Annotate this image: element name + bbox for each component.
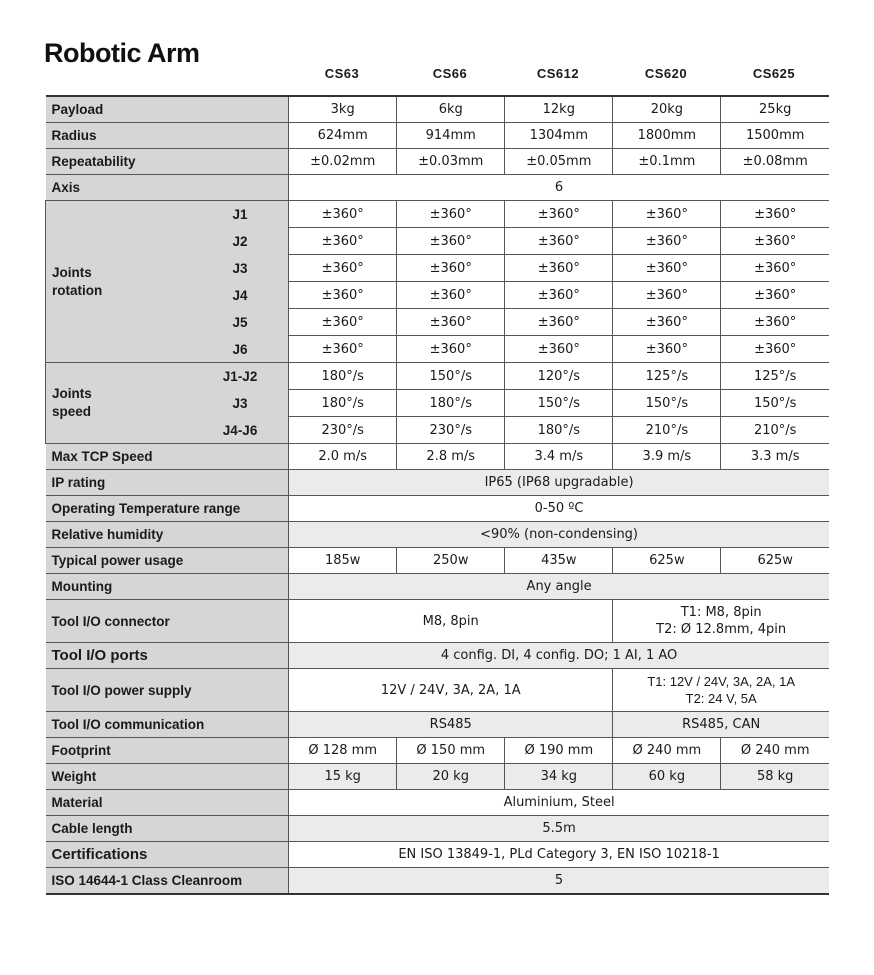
cell: ±360° [721, 228, 829, 255]
cell: 12kg [505, 96, 613, 123]
row-label: Certifications [46, 842, 289, 868]
cell: ±360° [721, 201, 829, 228]
cell: 25kg [721, 96, 829, 123]
cell: ±360° [289, 228, 397, 255]
cell: 2.8 m/s [397, 444, 505, 470]
row-certifications [46, 842, 830, 868]
model-header-cs625: CS625 [752, 66, 796, 81]
cell: Ø 128 mm [289, 738, 397, 764]
group-label-line: rotation [52, 282, 103, 298]
cell: 5 [289, 868, 829, 895]
row-weight [46, 764, 830, 790]
cell: ±360° [721, 255, 829, 282]
page-title: Robotic Arm [44, 38, 200, 68]
row-label: Weight [46, 764, 289, 790]
cell: 5.5m [289, 816, 829, 842]
cell: 3.4 m/s [505, 444, 613, 470]
cell: Ø 150 mm [397, 738, 505, 764]
model-header-cs620: CS620 [644, 66, 688, 81]
cell: ±360° [289, 309, 397, 336]
cell: ±360° [613, 282, 721, 309]
cell [613, 600, 829, 643]
cell: ±360° [505, 228, 613, 255]
cell: ±360° [721, 309, 829, 336]
cell: 250w [397, 548, 505, 574]
cell: 125°/s [721, 363, 829, 390]
cell: 120°/s [505, 363, 613, 390]
model-header [288, 66, 828, 88]
cell: 230°/s [289, 417, 397, 444]
group-label-line: Joints [52, 386, 92, 401]
cell: 58 kg [721, 764, 829, 790]
row-cleanroom [46, 868, 830, 895]
cell: ±360° [505, 282, 613, 309]
cell: ±360° [613, 255, 721, 282]
cell: ±0.08mm [721, 149, 829, 175]
cell: 3.9 m/s [613, 444, 721, 470]
row-label: Tool I/O connector [46, 600, 289, 643]
cell: ±0.05mm [505, 149, 613, 175]
cell: ±360° [397, 255, 505, 282]
row-cable-length [46, 816, 830, 842]
row-label: Payload [46, 96, 289, 123]
cell: ±360° [613, 201, 721, 228]
cell: 6 [289, 175, 829, 201]
joint-label: J4 [232, 288, 248, 303]
row-payload [46, 96, 830, 123]
cell: ±360° [613, 309, 721, 336]
cell: ±0.1mm [613, 149, 721, 175]
cell: IP65 (IP68 upgradable) [289, 470, 829, 496]
joint-label: J1-J2 [222, 369, 258, 384]
row-label: ISO 14644-1 Class Cleanroom [46, 868, 289, 895]
cell: 230°/s [397, 417, 505, 444]
cell [613, 669, 829, 712]
cell: 180°/s [505, 417, 613, 444]
row-label: Footprint [46, 738, 289, 764]
spec-table [45, 95, 829, 895]
cell: RS485 [289, 712, 613, 738]
cell: 6kg [397, 96, 505, 123]
row-label: Radius [46, 123, 289, 149]
row-label: Relative humidity [46, 522, 289, 548]
cell-line: T2: Ø 12.8mm, 4pin [656, 622, 787, 637]
cell: 435w [505, 548, 613, 574]
cell: 20kg [613, 96, 721, 123]
cell-line: T1: 12V / 24V, 3A, 2A, 1A [647, 674, 795, 689]
cell-line: T2: 24 V, 5A [685, 691, 757, 706]
cell: 624mm [289, 123, 397, 149]
cell: Ø 240 mm [721, 738, 829, 764]
cell: ±360° [613, 228, 721, 255]
joint-label: J5 [232, 315, 248, 330]
cell: ±360° [289, 255, 397, 282]
cell: Aluminium, Steel [289, 790, 829, 816]
row-ip-rating [46, 470, 830, 496]
joints-speed-label [46, 363, 289, 444]
row-label: Repeatability [46, 149, 289, 175]
cell: 625w [721, 548, 829, 574]
row-power-usage [46, 548, 830, 574]
row-max-tcp-speed [46, 444, 830, 470]
row-joint-speed [46, 363, 830, 390]
row-label: Tool I/O power supply [46, 669, 289, 712]
cell: ±0.03mm [397, 149, 505, 175]
cell: ±360° [289, 282, 397, 309]
row-label: Max TCP Speed [46, 444, 289, 470]
cell: 0-50 ºC [289, 496, 829, 522]
cell: ±360° [397, 336, 505, 363]
cell: ±360° [505, 201, 613, 228]
joint-label: J4-J6 [222, 423, 258, 438]
row-axis [46, 175, 830, 201]
model-header-cs612: CS612 [536, 66, 580, 81]
joint-label: J3 [232, 396, 248, 411]
cell: <90% (non-condensing) [289, 522, 829, 548]
group-label-line: Joints [52, 264, 92, 280]
cell: ±360° [721, 336, 829, 363]
row-tool-io-power [46, 669, 830, 712]
cell: 180°/s [289, 363, 397, 390]
row-label: IP rating [46, 470, 289, 496]
row-material [46, 790, 830, 816]
cell: 1500mm [721, 123, 829, 149]
cell: 3.3 m/s [721, 444, 829, 470]
model-header-cs66: CS66 [432, 66, 468, 81]
cell: ±360° [505, 255, 613, 282]
cell: 150°/s [397, 363, 505, 390]
row-repeatability [46, 149, 830, 175]
cell: 625w [613, 548, 721, 574]
cell: ±360° [505, 336, 613, 363]
cell: 150°/s [721, 390, 829, 417]
cell: Ø 190 mm [505, 738, 613, 764]
cell: ±0.02mm [289, 149, 397, 175]
row-footprint [46, 738, 830, 764]
joint-label: J2 [232, 234, 248, 249]
cell: Ø 240 mm [613, 738, 721, 764]
cell: 185w [289, 548, 397, 574]
model-header-cs63: CS63 [324, 66, 360, 81]
row-label: Tool I/O ports [46, 643, 289, 669]
cell: ±360° [397, 282, 505, 309]
cell: ±360° [397, 309, 505, 336]
row-label: Tool I/O communication [46, 712, 289, 738]
row-label: Material [46, 790, 289, 816]
cell: ±360° [397, 201, 505, 228]
row-joint-rotation [46, 201, 830, 228]
cell: 914mm [397, 123, 505, 149]
row-tool-io-connector [46, 600, 830, 643]
cell: 60 kg [613, 764, 721, 790]
joint-label: J6 [232, 342, 248, 357]
joint-label: J1 [232, 207, 248, 222]
cell: M8, 8pin [289, 600, 613, 643]
row-label: Typical power usage [46, 548, 289, 574]
cell: ±360° [397, 228, 505, 255]
cell: 150°/s [505, 390, 613, 417]
cell: EN ISO 13849-1, PLd Category 3, EN ISO 10218-1 [289, 842, 829, 868]
cell: 15 kg [289, 764, 397, 790]
cell: ±360° [289, 336, 397, 363]
cell: 210°/s [721, 417, 829, 444]
cell: 34 kg [505, 764, 613, 790]
cell: 1800mm [613, 123, 721, 149]
cell: 150°/s [613, 390, 721, 417]
row-tool-io-comm [46, 712, 830, 738]
cell: 180°/s [289, 390, 397, 417]
cell: 20 kg [397, 764, 505, 790]
row-label: Mounting [46, 574, 289, 600]
cell: 1304mm [505, 123, 613, 149]
row-label: Axis [46, 175, 289, 201]
cell: RS485, CAN [613, 712, 829, 738]
row-label: Operating Temperature range [46, 496, 289, 522]
cell: ±360° [289, 201, 397, 228]
cell: 3kg [289, 96, 397, 123]
joints-rotation-label [46, 201, 289, 363]
row-label: Cable length [46, 816, 289, 842]
cell: Any angle [289, 574, 829, 600]
row-humidity [46, 522, 830, 548]
cell: 180°/s [397, 390, 505, 417]
cell: 2.0 m/s [289, 444, 397, 470]
cell: ±360° [613, 336, 721, 363]
row-radius [46, 123, 830, 149]
joint-label: J3 [232, 261, 248, 276]
cell: ±360° [505, 309, 613, 336]
row-operating-temp [46, 496, 830, 522]
cell-line: T1: M8, 8pin [680, 605, 762, 620]
cell: 125°/s [613, 363, 721, 390]
cell: 4 config. DI, 4 config. DO; 1 AI, 1 AO [289, 643, 829, 669]
row-tool-io-ports [46, 643, 830, 669]
group-label-line: speed [52, 404, 92, 419]
cell: ±360° [721, 282, 829, 309]
cell: 12V / 24V, 3A, 2A, 1A [289, 669, 613, 712]
cell: 210°/s [613, 417, 721, 444]
row-mounting [46, 574, 830, 600]
